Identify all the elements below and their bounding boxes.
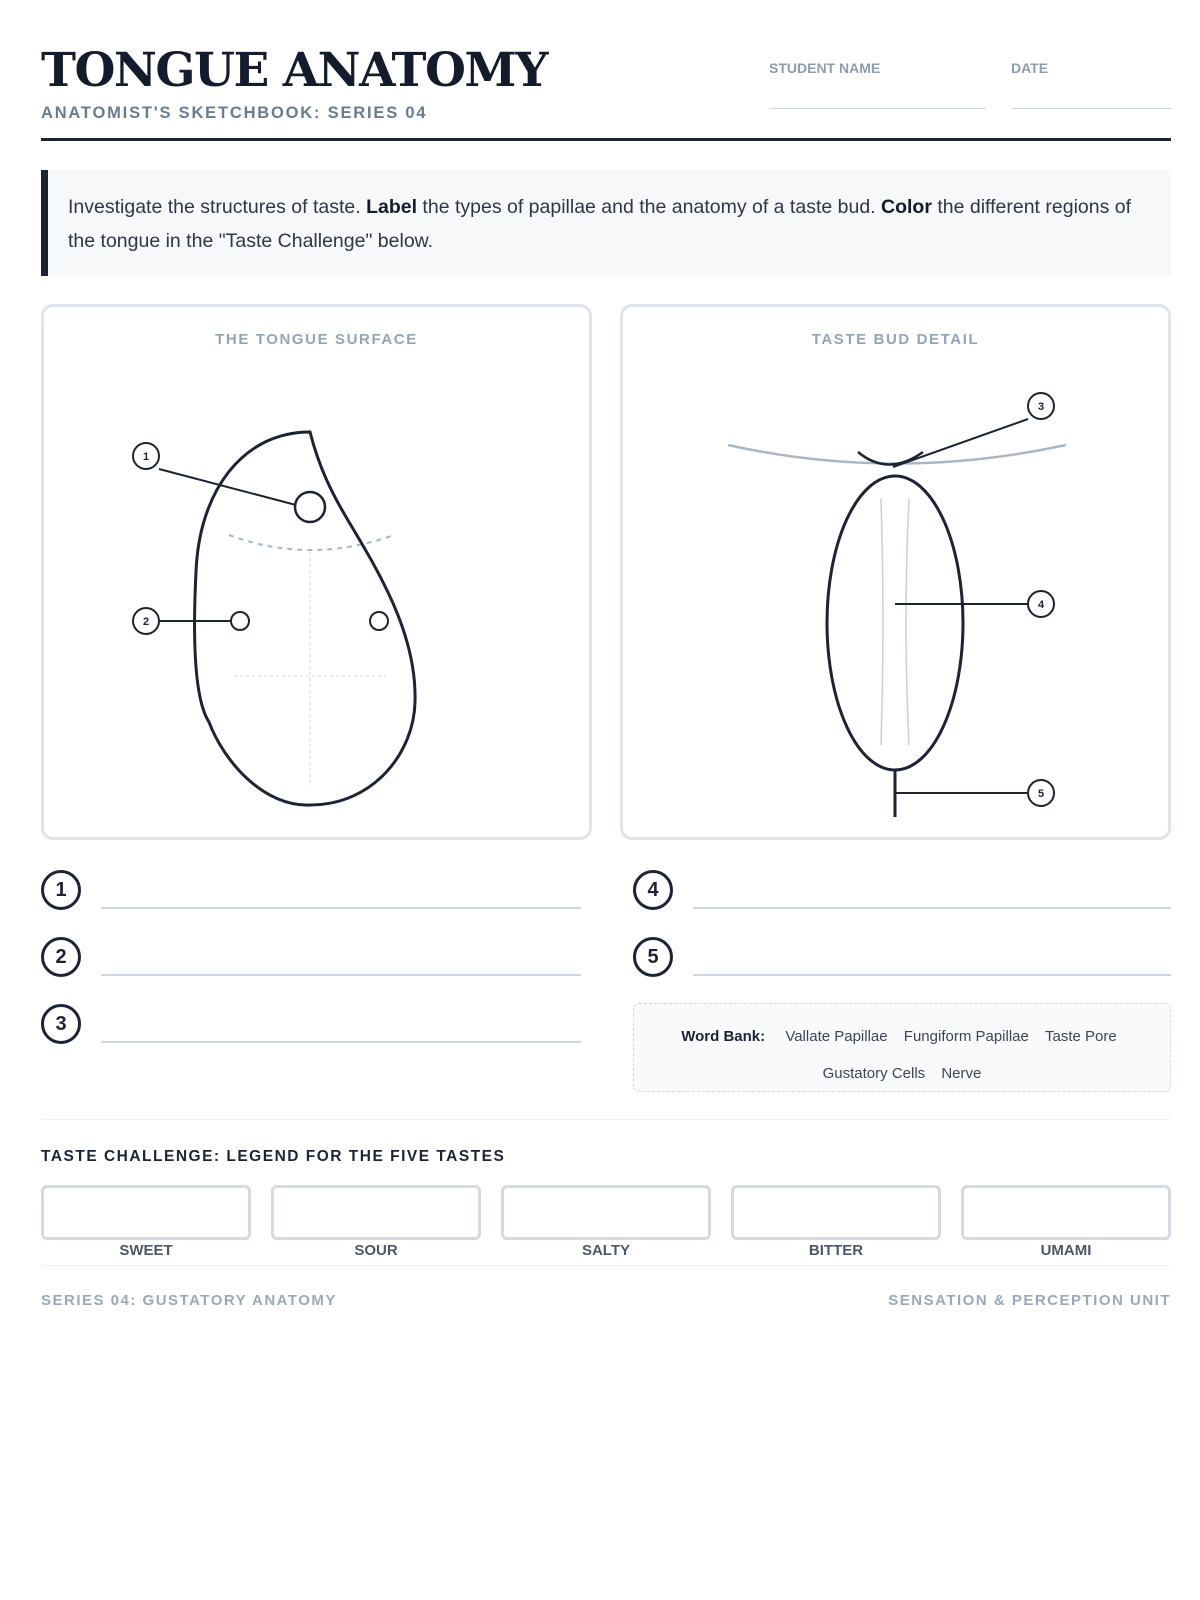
footer-series: SERIES 04: GUSTATORY ANATOMY [41, 1292, 337, 1309]
worksheet-header [41, 40, 1171, 141]
fungiform-papilla-right [370, 612, 388, 630]
word-bank [633, 1003, 1171, 1092]
word-bank-label: Word Bank: [681, 1028, 766, 1045]
swatch-sour[interactable] [271, 1185, 481, 1240]
instructions-box [41, 170, 1171, 276]
instructions-text-2: the types of papillae and the anatomy of a taste bud. [417, 196, 881, 218]
answer-2-line[interactable] [101, 974, 581, 976]
gustatory-cell-right [906, 499, 909, 745]
swatch-label-salty: SALTY [581, 1242, 631, 1259]
swatch-label-umami: UMAMI [1040, 1242, 1092, 1259]
answer-4-badge: 4 [633, 870, 673, 910]
answer-1-line[interactable] [101, 907, 581, 909]
word-bank-item: Nerve [941, 1065, 982, 1082]
word-bank-item: Vallate Papillae [785, 1028, 888, 1045]
swatch-bitter[interactable] [731, 1185, 941, 1240]
callout-1-number: 1 [142, 451, 150, 463]
word-bank-item: Taste Pore [1045, 1028, 1117, 1045]
word-bank-item: Fungiform Papillae [903, 1028, 1029, 1045]
word-bank-item: Gustatory Cells [822, 1065, 926, 1082]
swatch-label-sour: SOUR [354, 1242, 398, 1259]
taste-bud-body [827, 476, 963, 770]
epithelial-surface [728, 445, 1066, 464]
answer-2-badge: 2 [41, 937, 81, 977]
vallate-papilla [295, 492, 325, 522]
page-title: TONGUE ANATOMY [41, 43, 548, 98]
callout-4-number: 4 [1037, 599, 1045, 611]
answer-4-line[interactable] [693, 907, 1171, 909]
swatch-sweet[interactable] [41, 1185, 251, 1240]
answer-3-badge: 3 [41, 1004, 81, 1044]
tongue-diagram [44, 307, 589, 837]
gustatory-cell-left [881, 499, 883, 745]
footer-unit: SENSATION & PERCEPTION UNIT [888, 1292, 1171, 1309]
callout-5-number: 5 [1037, 788, 1045, 800]
sulcus-terminalis [229, 535, 394, 550]
date-field[interactable] [1011, 108, 1171, 109]
section-divider [41, 1119, 1171, 1120]
swatch-label-sweet: SWEET [119, 1242, 173, 1259]
swatch-label-bitter: BITTER [808, 1242, 864, 1259]
fungiform-papilla-left [231, 612, 249, 630]
answer-5-badge: 5 [633, 937, 673, 977]
tongue-panel-title: THE TONGUE SURFACE [215, 331, 418, 348]
taste-bud-panel-title: TASTE BUD DETAIL [811, 331, 980, 348]
footer-divider [41, 1265, 1171, 1266]
answer-3-line[interactable] [101, 1041, 581, 1043]
answer-5-line[interactable] [693, 974, 1171, 976]
student-name-field[interactable] [769, 108, 986, 109]
taste-bud-panel [620, 304, 1171, 840]
tongue-surface-panel [41, 304, 592, 840]
callout-3-number: 3 [1037, 401, 1045, 413]
instructions-label-keyword: Label [366, 196, 418, 218]
page-subtitle: ANATOMIST'S SKETCHBOOK: SERIES 04 [41, 104, 428, 122]
taste-bud-diagram [623, 307, 1168, 837]
answer-1-badge: 1 [41, 870, 81, 910]
instructions-text-1: Investigate the structures of taste. [68, 196, 367, 218]
taste-challenge-title: TASTE CHALLENGE: LEGEND FOR THE FIVE TASTES [41, 1148, 506, 1165]
instructions-color-keyword: Color [881, 196, 932, 218]
instructions-text-3: the different regions of the tongue in the "Taste Challenge" below. [68, 196, 1132, 252]
swatch-umami[interactable] [961, 1185, 1171, 1240]
student-name-label: STUDENT NAME [769, 60, 881, 76]
date-label: DATE [1011, 60, 1049, 76]
swatch-salty[interactable] [501, 1185, 711, 1240]
callout-2-number: 2 [142, 616, 150, 628]
